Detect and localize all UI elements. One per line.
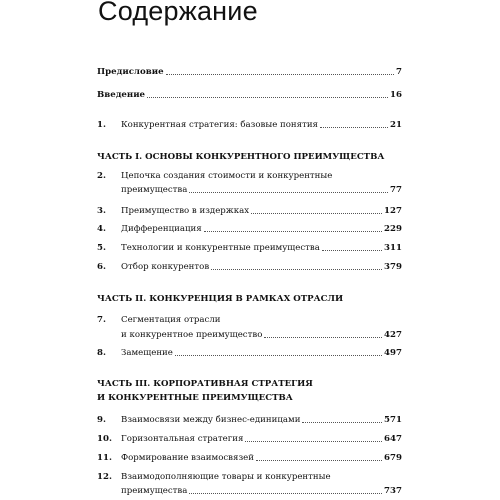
entry-number: 7. bbox=[97, 315, 106, 325]
entry-number: 11. bbox=[97, 453, 112, 463]
entry-title: Дифференциация bbox=[121, 224, 202, 234]
toc-entry-chapter-5[interactable] bbox=[97, 244, 402, 253]
entry-page: 497 bbox=[384, 348, 402, 358]
entry-number: 10. bbox=[97, 434, 112, 444]
entry-number: 2. bbox=[97, 171, 106, 181]
leader-dots bbox=[322, 250, 382, 251]
leader-dots bbox=[251, 213, 382, 214]
page-title: Содержание bbox=[98, 0, 258, 26]
entry-number: 6. bbox=[97, 262, 106, 272]
part-3-heading-line1: ЧАСТЬ III. КОРПОРАТИВНАЯ СТРАТЕГИЯ bbox=[97, 379, 313, 389]
entry-page: 7 bbox=[396, 67, 402, 77]
entry-page: 16 bbox=[390, 90, 402, 100]
leader-dots bbox=[245, 441, 382, 442]
entry-title: Формирование взаимосвязей bbox=[121, 453, 254, 463]
entry-title: Предисловие bbox=[97, 67, 164, 77]
entry-title-line2: и конкурентное преимущество bbox=[121, 330, 263, 340]
entry-title: Введение bbox=[97, 90, 146, 100]
entry-number: 3. bbox=[97, 206, 106, 216]
entry-title: Взаимосвязи между бизнес-единицами bbox=[121, 415, 301, 425]
leader-dots bbox=[147, 97, 388, 98]
toc-entry-chapter-9[interactable] bbox=[97, 416, 402, 425]
entry-page: 679 bbox=[384, 453, 402, 463]
leader-dots bbox=[189, 192, 388, 193]
entry-number: 5. bbox=[97, 243, 106, 253]
part-3-heading-line2: И КОНКУРЕНТНЫЕ ПРЕИМУЩЕСТВА bbox=[97, 393, 293, 403]
entry-title: Замещение bbox=[121, 348, 173, 358]
toc-entry-chapter-11[interactable] bbox=[97, 454, 402, 463]
entry-title-line1: Сегментация отрасли bbox=[121, 315, 221, 325]
entry-number: 8. bbox=[97, 348, 106, 358]
entry-page: 229 bbox=[384, 224, 402, 234]
toc-entry-preface[interactable] bbox=[97, 68, 402, 77]
leader-dots bbox=[175, 355, 382, 356]
entry-page: 127 bbox=[384, 206, 402, 216]
leader-dots bbox=[166, 74, 394, 75]
entry-page: 737 bbox=[384, 486, 402, 496]
leader-dots bbox=[189, 493, 382, 494]
entry-number: 12. bbox=[97, 472, 112, 482]
entry-title-line1: Цепочка создания стоимости и конкурентные bbox=[121, 171, 333, 181]
leader-dots bbox=[211, 269, 382, 270]
entry-page: 379 bbox=[384, 262, 402, 272]
leader-dots bbox=[264, 337, 382, 338]
entry-page: 21 bbox=[390, 120, 402, 130]
entry-title: Технологии и конкурентные преимущества bbox=[121, 243, 320, 253]
entry-page: 77 bbox=[390, 185, 402, 195]
entry-title-line2: преимущества bbox=[121, 486, 188, 496]
toc-entry-chapter-7[interactable] bbox=[97, 331, 402, 340]
leader-dots bbox=[320, 127, 388, 128]
entry-page: 571 bbox=[384, 415, 402, 425]
leader-dots bbox=[302, 422, 382, 423]
entry-title: Горизонтальная стратегия bbox=[121, 434, 244, 444]
toc-entry-chapter-8[interactable] bbox=[97, 349, 402, 358]
leader-dots bbox=[256, 460, 382, 461]
entry-page: 427 bbox=[384, 330, 402, 340]
toc-entry-introduction[interactable] bbox=[97, 91, 402, 100]
toc-entry-chapter-6[interactable] bbox=[97, 263, 402, 272]
leader-dots bbox=[204, 231, 382, 232]
entry-page: 311 bbox=[384, 243, 402, 253]
toc-entry-chapter-10[interactable] bbox=[97, 435, 402, 444]
entry-title-line1: Взаимодополняющие товары и конкурентные bbox=[121, 472, 331, 482]
entry-title: Конкурентная стратегия: базовые понятия bbox=[121, 120, 318, 130]
toc-entry-chapter-4[interactable] bbox=[97, 225, 402, 234]
entry-title-line2: преимущества bbox=[121, 185, 188, 195]
entry-title: Отбор конкурентов bbox=[121, 262, 210, 272]
entry-page: 647 bbox=[384, 434, 402, 444]
part-2-heading: ЧАСТЬ II. КОНКУРЕНЦИЯ В РАМКАХ ОТРАСЛИ bbox=[97, 294, 344, 304]
toc-entry-chapter-2[interactable] bbox=[97, 186, 402, 195]
entry-number: 4. bbox=[97, 224, 106, 234]
entry-title: Преимущество в издержках bbox=[121, 206, 250, 216]
part-1-heading: ЧАСТЬ I. ОСНОВЫ КОНКУРЕНТНОГО ПРЕИМУЩЕСТВА bbox=[97, 152, 385, 162]
toc-entry-chapter-12[interactable] bbox=[97, 487, 402, 496]
toc-entry-chapter-1[interactable] bbox=[97, 121, 402, 130]
toc-entry-chapter-3[interactable] bbox=[97, 207, 402, 216]
entry-number: 1. bbox=[97, 120, 106, 130]
entry-number: 9. bbox=[97, 415, 106, 425]
